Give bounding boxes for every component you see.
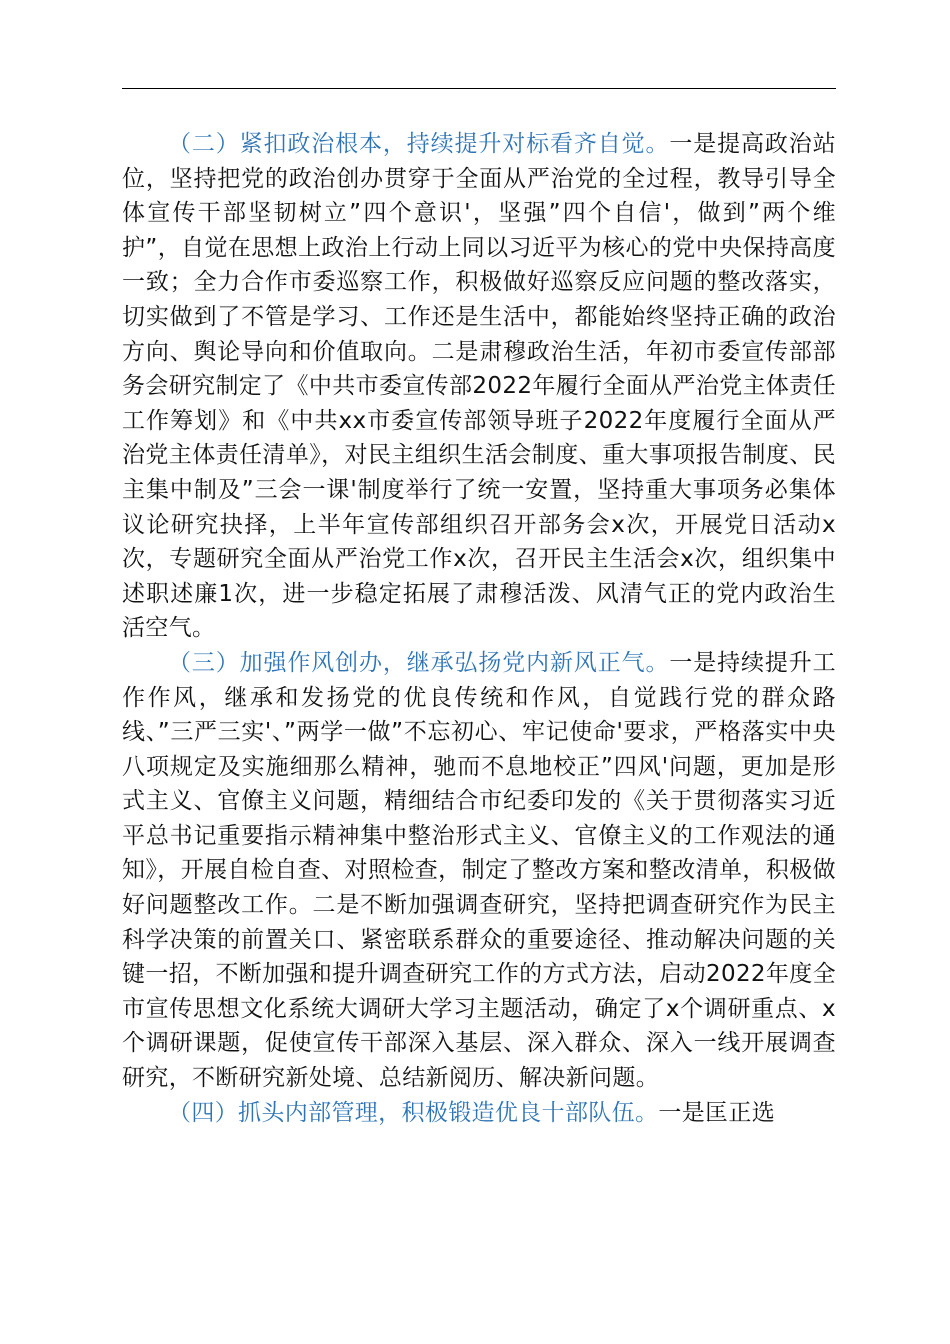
section-heading-4: （四）抓头内部管理，积极锻造优良十部队伍。	[168, 1099, 659, 1126]
section-paragraph-2	[122, 127, 836, 646]
section-paragraph-4	[122, 1096, 836, 1131]
section-paragraph-3	[122, 646, 836, 1096]
section-heading-3: （三）加强作风创办，继承弘扬党内新风正气。	[168, 649, 670, 676]
section-body-4: 一是匡正选	[658, 1099, 776, 1126]
document-body	[122, 127, 836, 1130]
header-rule	[122, 88, 836, 89]
section-body-2: 一是提高政治站位，坚持把党的政治创办贯穿于全面从严治党的全过程，教导引导全体宣传干部坚韧树立”四个意识'，坚强”四个自信'，做到”两个维护”，自觉在思想上政治上行动上同以习近平为核心的党中央保持高度一致；全力合作市委巡察工作，积极做好巡察反应问题的整改落实，切实做到了不管是学习、工作还是生活中，都能始终坚持正确的政治方向、舆论导向和价值取向。二是肃穆政治生活，年初市委宣传部部务会研究制定了《中共市委宣传部2022年履行全面从严治党主体责任工作筹划》和《中共xx市委宣传部领导班子2022年度履行全面从严治党主体责任清单》，对民主组织生活会制度、重大事项报告制度、民主集中制及”三会一课'制度举行了统一安置，坚持重大事项务必集体议论研究抉择，上半年宣传部组织召开部务会x次，开展党日活动x次，专题研究全面从严治党工作x次，召开民主生活会x次，组织集中述职述廉1次，进一步稳定拓展了肃穆活泼、风清气正的党内政治生活空气。	[122, 131, 836, 642]
section-heading-2: （二）紧扣政治根本，持续提升对标看齐自觉。	[168, 131, 670, 157]
section-body-3: 一是持续提升工作作风，继承和发扬党的优良传统和作风，自觉践行党的群众路线、”三严三实'、”两学一做”不忘初心、牢记使命'要求，严格落实中央八项规定及实施细那么精神，驰而不息地校正”四风'问题，更加是形式主义、官僚主义问题，精细结合市纪委印发的《关于贯彻落实习近平总书记重要指示精神集中整治形式主义、官僚主义的工作观法的通知》，开展自检自查、对照检查，制定了整改方案和整改清单，积极做好问题整改工作。二是不断加强调查研究，坚持把调查研究作为民主科学决策的前置关口、紧密联系群众的重要途径、推动解决问题的关键一招，不断加强和提升调查研究工作的方式方法，启动2022年度全市宣传思想文化系统大调研大学习主题活动，确定了x个调研重点、x个调研课题，促使宣传干部深入基层、深入群众、深入一线开展调查研究，不断研究新处境、总结新阅历、解决新问题。	[122, 649, 836, 1092]
